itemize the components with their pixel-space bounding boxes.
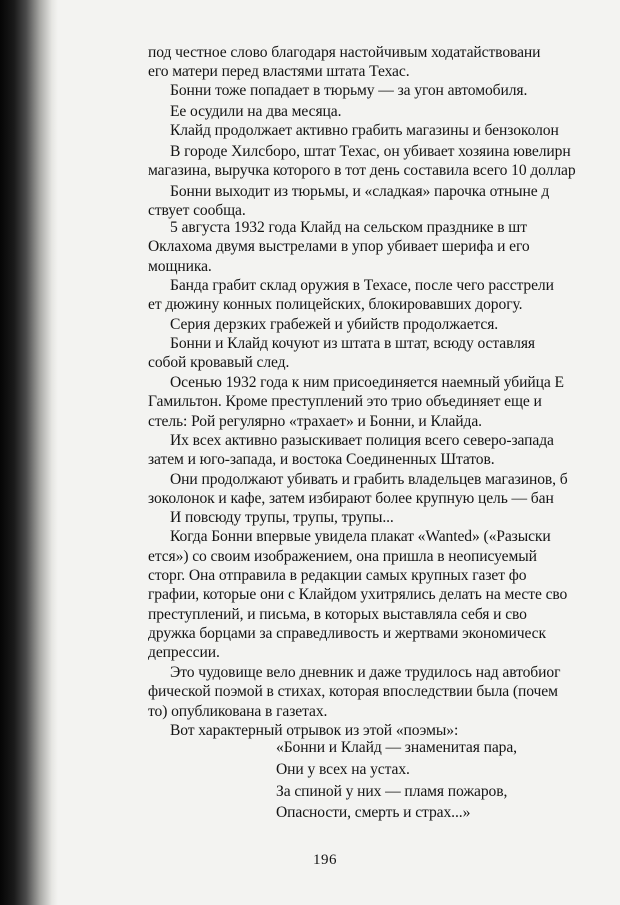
verse-line: Опасности, смерть и страх...» <box>276 804 471 821</box>
text-line: его матери перед властями штата Техас. <box>148 63 410 80</box>
text-line: фической поэмой в стихах, которая впоследствии была (почем <box>148 683 558 700</box>
text-line: Вот характерный отрывок из этой «поэмы»: <box>170 722 459 739</box>
text-line: магазина, выручка которого в тот день составила всего 10 доллар <box>148 162 576 179</box>
text-line: 5 августа 1932 года Клайд на сельском празднике в шт <box>170 219 527 236</box>
verse-line: Они у всех на устах. <box>276 761 410 778</box>
text-line: Серия дерзких грабежей и убийств продолжается. <box>170 316 499 333</box>
text-line: мощника. <box>148 258 212 275</box>
text-line: Оклахома двумя выстрелами в упор убивает шерифа и его <box>148 238 530 255</box>
text-line: ет дюжину конных полицейских, блокировавших дорогу. <box>148 296 523 313</box>
text-line: Когда Бонни впервые увидела плакат «Wanted» («Разыски <box>170 528 551 545</box>
text-line: Они продолжают убивать и грабить владельцев магазинов, б <box>170 471 568 488</box>
text-line: Бонни выходит из тюрьмы, и «сладкая» парочка отныне д <box>170 183 550 200</box>
text-line: то) опубликована в газетах. <box>148 703 328 720</box>
text-line: депрессии. <box>148 644 220 661</box>
text-line: Это чудовище вело дневник и даже трудилось над автобиог <box>170 664 561 681</box>
text-line: затем и юго-запада, и востока Соединенных Штатов. <box>148 451 495 468</box>
text-line: И повсюду трупы, трупы, трупы... <box>170 509 394 526</box>
text-line: Осенью 1932 года к ним присоединяется наемный убийца Е <box>170 374 564 391</box>
text-line: сторг. Она отправила в редакции самых крупных газет фо <box>148 567 527 584</box>
text-line: ствует сообща. <box>148 202 246 219</box>
text-line: собой кровавый след. <box>148 354 290 371</box>
verse-line: «Бонни и Клайд — знаменитая пара, <box>276 739 517 756</box>
text-line: Клайд продолжает активно грабить магазины и бензоколон <box>170 122 559 139</box>
text-line: стель: Рой регулярно «трахает» и Бонни, и Клайда. <box>148 413 482 430</box>
verse-line: За спиной у них — пламя пожаров, <box>276 783 508 800</box>
text-line: дружка борцами за справедливость и жертвами экономическ <box>148 625 546 642</box>
text-line: Их всех активно разыскивает полиция всего северо-запада <box>170 432 554 449</box>
text-line: Гамильтон. Кроме преступлений это трио объединяет еще и <box>148 393 542 410</box>
text-line: ется») со своим изображением, она пришла в неописуемый <box>148 548 537 565</box>
text-line: преступлений, и письма, в которых выставляла себя и сво <box>148 606 527 623</box>
text-line: Банда грабит склад оружия в Техасе, после чего расстрели <box>170 277 554 294</box>
text-line: В городе Хилсборо, штат Техас, он убивает хозяина ювелирн <box>170 143 571 160</box>
page-number: 196 <box>313 852 337 868</box>
text-line: Бонни тоже попадает в тюрьму — за угон автомобиля. <box>170 82 528 99</box>
text-line: графии, которые они с Клайдом ухитрялись делать на месте сво <box>148 586 568 603</box>
text-line: Ее осудили на два месяца. <box>170 103 342 120</box>
text-line: Бонни и Клайд кочуют из штата в штат, всюду оставляя <box>170 335 535 352</box>
text-line: под честное слово благодаря настойчивым ходатайствовани <box>148 44 541 61</box>
text-line: зоколонок и кафе, затем избирают более крупную цель — бан <box>148 490 554 507</box>
